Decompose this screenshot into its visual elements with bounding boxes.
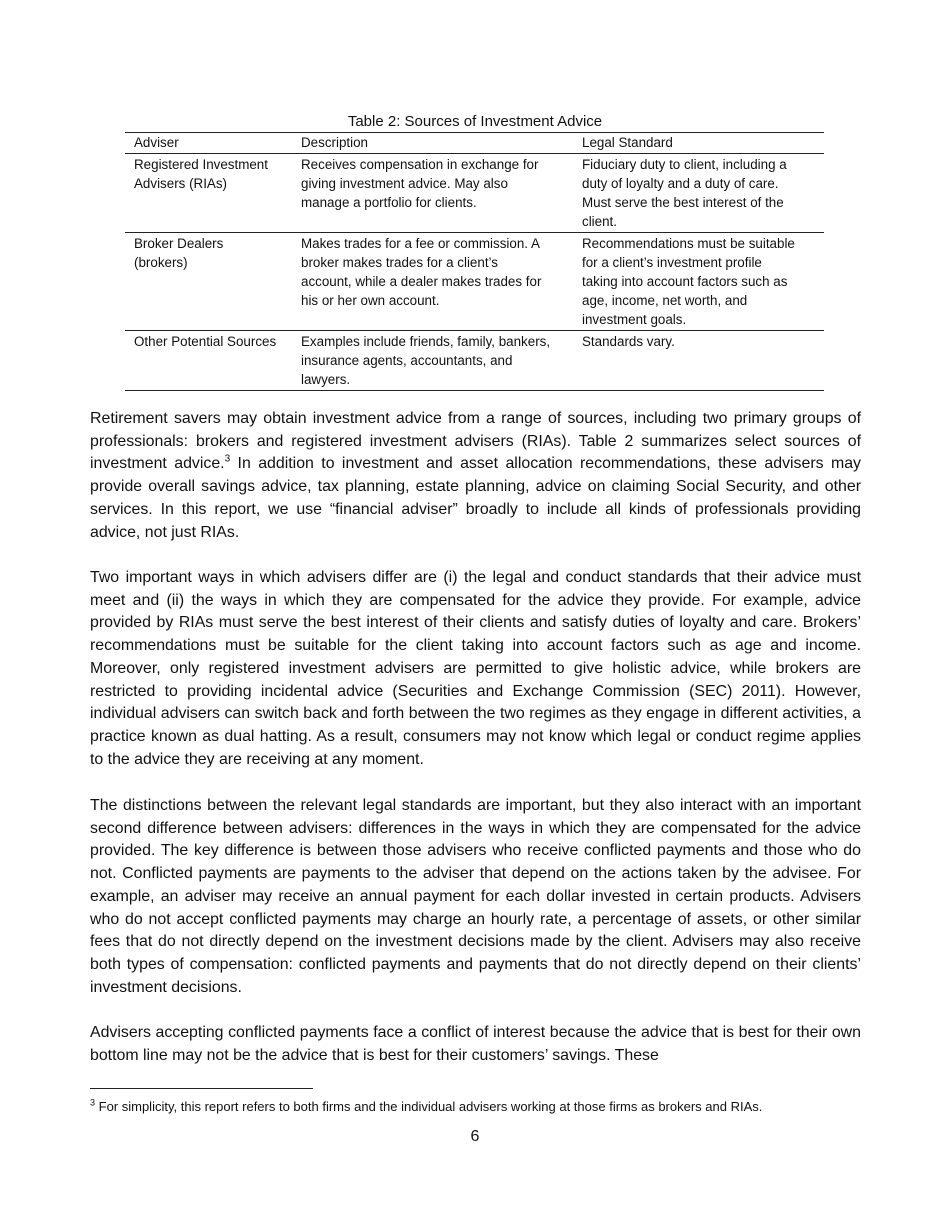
cell-adviser: Broker Dealers (brokers) <box>125 233 292 331</box>
footnote-divider <box>90 1088 313 1089</box>
footnote <box>90 1098 762 1116</box>
header-description: Description <box>292 133 573 154</box>
page-number: 6 <box>470 1128 480 1145</box>
footnote-text: For simplicity, this report refers to both firms and the individual advisers working at those firms as brokers and RIAs. <box>95 1099 763 1114</box>
paragraph-1-text-b: In addition to investment and asset allocation recommendations, these advisers may provide overall savings advice, tax planning, estate planning, advice on claiming Social Security, and other services. In this report, we use “financial adviser” broadly to include all kinds of professionals providing advice, not just RIAs. <box>90 455 861 541</box>
table-row <box>125 233 824 331</box>
header-legal-standard: Legal Standard <box>573 133 824 154</box>
table-header-row <box>125 133 824 154</box>
cell-adviser: Other Potential Sources <box>125 331 292 391</box>
cell-legal-standard: Standards vary. <box>573 331 824 391</box>
header-adviser: Adviser <box>125 133 292 154</box>
cell-legal-standard: Fiduciary duty to client, including a duty of loyalty and a duty of care. Must serve the best interest of the client. <box>582 157 787 229</box>
paragraph-4: Advisers accepting conflicted payments face a conflict of interest because the advice that is best for their own bottom line may not be the advice that is best for their customers’ savings. These <box>90 1024 861 1064</box>
paragraph-1-text-a: Retirement savers may obtain investment advice from a range of sources, including two primary groups of professionals: brokers and registered investment advisers (RIAs). Table 2 summarizes select sources of investment advice. <box>90 410 861 473</box>
paragraph-3: The distinctions between the relevant legal standards are important, but they also interact with an important second difference between advisers: differences in the ways in which they are compensated for the advice provided. The key difference is between those advisers who receive conflicted payments and those who do not. Conflicted payments are payments to the adviser that depend on the actions taken by the advisee. For example, an adviser may receive an annual payment for each dollar invested in certain products. Advisers who do not accept conflicted payments may charge an hourly rate, a percentage of assets, or other similar fees that do not directly depend on the investment decisions made by the client. Advisers may also receive both types of compensation: conflicted payments and payments that do not directly depend on their clients’ investment decisions. <box>90 797 861 996</box>
sources-table <box>125 132 824 391</box>
paragraph-1 <box>90 408 861 544</box>
cell-legal-standard: Recommendations must be suitable for a client’s investment profile taking into account factors such as age, income, net worth, and investment goals. <box>573 233 824 331</box>
table-row <box>125 331 824 391</box>
footnote-ref[interactable]: 3 <box>224 454 231 466</box>
cell-description: Receives compensation in exchange for giving investment advice. May also manage a portfolio for clients. <box>301 157 539 210</box>
footnote-marker: 3 <box>90 1097 96 1108</box>
cell-description: Examples include friends, family, bankers, insurance agents, accountants, and lawyers. <box>292 331 573 391</box>
table-row <box>125 154 824 233</box>
cell-description: Makes trades for a fee or commission. A broker makes trades for a client’s account, while a dealer makes trades for his or her own account. <box>292 233 573 331</box>
cell-adviser: Registered Investment Advisers (RIAs) <box>134 157 268 191</box>
table-caption: Table 2: Sources of Investment Advice <box>347 113 603 130</box>
paragraph-2: Two important ways in which advisers differ are (i) the legal and conduct standards that their advice must meet and (ii) the ways in which they are compensated for the advice they provide. For example, advice provided by RIAs must serve the best interest of their clients and satisfy duties of loyalty and care. Brokers’ recommendations must be suitable for the client taking into account factors such as age and income. Moreover, only registered investment advisers are permitted to give holistic advice, while brokers are restricted to providing incidental advice (Securities and Exchange Commission (SEC) 2011). However, individual advisers can switch back and forth between the two regimes as they engage in different activities, a practice known as dual hatting. As a result, consumers may not know which legal or conduct regime applies to the advice they are receiving at any moment. <box>90 569 861 768</box>
